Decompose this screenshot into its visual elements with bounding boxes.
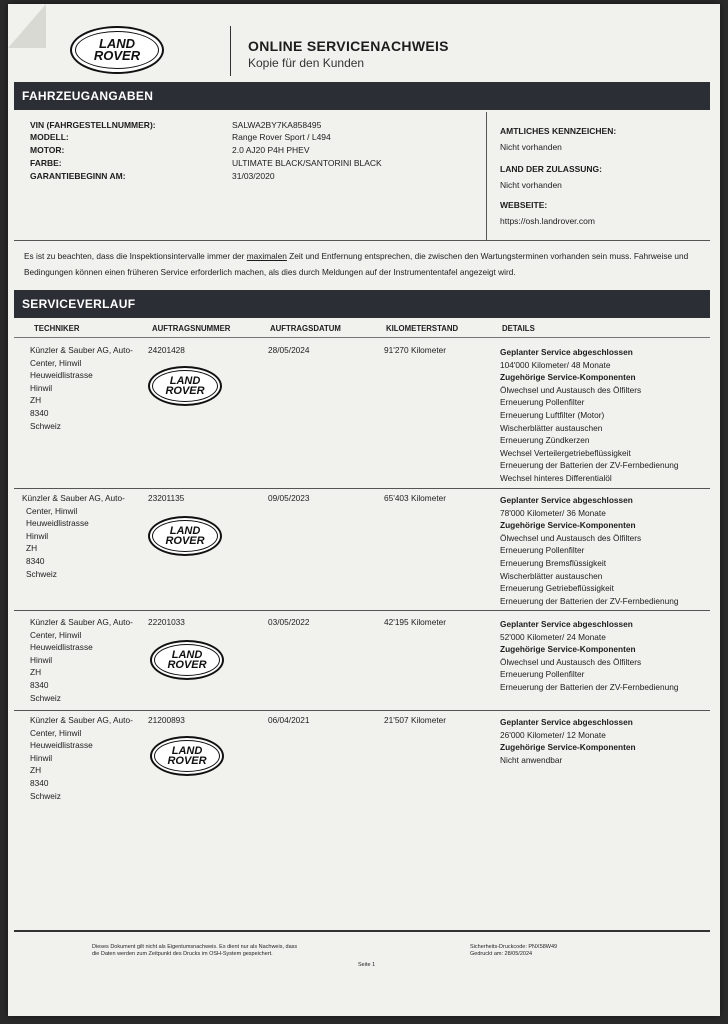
service-interval: 104'000 Kilometer/ 48 Monate [500, 359, 611, 370]
logo-line-land: LAND [171, 648, 203, 661]
document-subtitle: Kopie für den Kunden [248, 56, 365, 70]
technician-line: 8340 [30, 407, 49, 418]
disclaimer-line: Dieses Dokument gilt nicht als Eigentumsnachweis. Es dient nur als Nachweis, dass [92, 944, 298, 950]
vin-label: VIN (FAHRGESTELLNUMMER): [30, 120, 156, 130]
warranty-start-value: 31/03/2020 [232, 171, 275, 181]
mileage-cell: 42'195 Kilometer [384, 617, 447, 627]
engine-label: MOTOR: [30, 145, 65, 155]
logo-line-rover: ROVER [167, 659, 207, 671]
logo-line-land: LAND [98, 35, 136, 51]
logo-line-land: LAND [169, 524, 201, 537]
service-title: Geplanter Service abgeschlossen [500, 717, 633, 727]
component-item: Erneuerung Pollenfilter [500, 545, 585, 556]
land-rover-logo [150, 736, 224, 776]
technician-line: Schweiz [30, 420, 61, 431]
details-cell [500, 618, 710, 694]
order-date-cell: 06/04/2021 [268, 715, 310, 725]
table-header-line [14, 337, 710, 338]
document-page [8, 4, 720, 1016]
technician-line: Heuweidlistrasse [30, 370, 93, 381]
technician-line: Künzler & Sauber AG, Auto- [30, 617, 133, 627]
components-title: Zugehörige Service-Komponenten [500, 372, 636, 383]
column-header-mileage: KILOMETERSTAND [386, 324, 459, 333]
technician-line: Hinwil [30, 382, 53, 393]
details-cell [500, 346, 710, 485]
order-date-cell: 09/05/2023 [268, 493, 310, 503]
component-item: Erneuerung Pollenfilter [500, 669, 585, 680]
mileage-cell: 91'270 Kilometer [384, 345, 447, 355]
disclaimer-line: die Daten werden zum Zeitpunkt des Drucks im OSH-System gespeichert. [92, 951, 273, 957]
technician-line: 8340 [26, 555, 45, 566]
vehicle-column-divider [486, 112, 487, 240]
technician-line: Heuweidlistrasse [26, 518, 89, 529]
technician-line: ZH [30, 395, 42, 406]
technician-line: Heuweidlistrasse [30, 642, 93, 653]
component-item: Erneuerung Luftfilter (Motor) [500, 409, 605, 420]
warranty-start-label: GARANTIEBEGINN AM: [30, 171, 126, 181]
technician-line: Center, Hinwil [30, 629, 82, 640]
engine-value: 2.0 AJ20 P4H PHEV [232, 145, 310, 155]
order-number-cell: 21200893 [148, 715, 185, 725]
details-cell [500, 494, 710, 607]
technician-line: Schweiz [30, 692, 61, 703]
order-date-cell: 03/05/2022 [268, 617, 310, 627]
component-item: Erneuerung der Batterien der ZV-Fernbedienung [500, 595, 679, 606]
service-interval: 78'000 Kilometer/ 36 Monate [500, 507, 606, 518]
technician-cell [30, 616, 148, 704]
row-separator [14, 710, 710, 711]
component-item: Erneuerung der Batterien der ZV-Fernbedienung [500, 681, 679, 692]
security-code: Sicherheits-Druckcode: PNX58W49 [470, 944, 558, 950]
technician-line: 8340 [30, 679, 49, 690]
order-number-cell: 23201135 [148, 493, 185, 503]
technician-line: Hinwil [30, 752, 53, 763]
logo-line-rover: ROVER [165, 535, 205, 547]
note-underlined: maximalen [246, 251, 287, 261]
service-title: Geplanter Service abgeschlossen [500, 347, 633, 357]
component-item: Erneuerung Zündkerzen [500, 435, 590, 446]
logo-line-rover: ROVER [93, 48, 141, 63]
technician-line: Hinwil [26, 530, 49, 541]
technician-line: 8340 [30, 777, 49, 788]
footer-print-info [470, 944, 670, 958]
model-value: Range Rover Sport / L494 [232, 132, 331, 142]
website-value: https://osh.landrover.com [500, 216, 595, 226]
inspection-note [24, 248, 714, 280]
mileage-cell: 21'507 Kilometer [384, 715, 447, 725]
technician-line: Heuweidlistrasse [30, 740, 93, 751]
column-header-technician: TECHNIKER [34, 324, 80, 333]
folded-corner [8, 4, 46, 48]
logo-line-rover: ROVER [165, 385, 205, 397]
component-item: Wischerblätter austauschen [500, 570, 603, 581]
component-item: Ölwechsel und Austausch des Ölfilters [500, 532, 642, 543]
component-item: Ölwechsel und Austausch des Ölfilters [500, 384, 642, 395]
order-date-cell: 28/05/2024 [268, 345, 310, 355]
component-item: Erneuerung der Batterien der ZV-Fernbedienung [500, 460, 679, 471]
mileage-cell: 65'403 Kilometer [384, 493, 447, 503]
details-cell [500, 716, 710, 766]
technician-line: Künzler & Sauber AG, Auto- [22, 493, 125, 503]
vin-value: SALWA2BY7KA858495 [232, 120, 322, 130]
logo-line-land: LAND [169, 374, 201, 387]
land-rover-logo [150, 640, 224, 680]
registration-country-label: LAND DER ZULASSUNG: [500, 164, 602, 174]
component-item: Wischerblätter austauschen [500, 422, 603, 433]
column-header-order-date: AUFTRAGSDATUM [270, 324, 341, 333]
component-item: Wechsel hinteres Differentialöl [500, 472, 612, 483]
row-separator [14, 610, 710, 611]
technician-cell [30, 344, 148, 432]
note-part2: Zeit und Entfernung entsprechen, die zwischen den Wartungsterminen vorhanden sein muss. Fahrweise und Bedingungen können einen früheren Service erforderlich machen, als dies durch Meldungen auf der Instrumententafel angezeigt wird. [24, 251, 689, 277]
land-rover-logo [148, 366, 222, 406]
model-label: MODELL: [30, 132, 69, 142]
order-number-cell: 24201428 [148, 345, 185, 355]
components-title: Zugehörige Service-Komponenten [500, 520, 636, 531]
technician-line: ZH [30, 765, 42, 776]
service-history-section-title: SERVICEVERLAUF [14, 290, 710, 318]
component-item: Erneuerung Pollenfilter [500, 397, 585, 408]
registration-country-value: Nicht vorhanden [500, 180, 562, 190]
technician-line: Künzler & Sauber AG, Auto- [30, 715, 133, 725]
technician-line: Künzler & Sauber AG, Auto- [30, 345, 133, 355]
header-divider [230, 26, 231, 76]
service-title: Geplanter Service abgeschlossen [500, 619, 633, 629]
column-header-order-number: AUFTRAGSNUMMER [152, 324, 231, 333]
color-label: FARBE: [30, 158, 62, 168]
order-number-cell: 22201033 [148, 617, 185, 627]
technician-line: ZH [30, 667, 42, 678]
footer-disclaimer [92, 944, 352, 958]
technician-line: Center, Hinwil [26, 505, 78, 516]
technician-line: Center, Hinwil [30, 357, 82, 368]
component-item: Erneuerung Bremsflüssigkeit [500, 557, 607, 568]
license-plate-label: AMTLICHES KENNZEICHEN: [500, 126, 617, 136]
document-title: ONLINE SERVICENACHWEIS [248, 38, 449, 54]
vehicle-section-title: FAHRZEUGANGABEN [14, 82, 710, 110]
service-interval: 52'000 Kilometer/ 24 Monate [500, 631, 606, 642]
technician-cell [30, 714, 148, 802]
logo-line-land: LAND [171, 744, 203, 757]
color-value: ULTIMATE BLACK/SANTORINI BLACK [232, 158, 382, 168]
page-number: Seite 1 [358, 962, 376, 968]
license-plate-value: Nicht vorhanden [500, 142, 562, 152]
column-header-details: DETAILS [502, 324, 535, 333]
note-part1: Es ist zu beachten, dass die Inspektionsintervalle immer der [24, 251, 247, 261]
component-item: Erneuerung Getriebeflüssigkeit [500, 583, 614, 594]
component-item: Wechsel Verteilergetriebeflüssigkeit [500, 447, 631, 458]
technician-line: Hinwil [30, 654, 53, 665]
land-rover-logo [70, 26, 164, 74]
row-separator [14, 488, 710, 489]
service-interval: 26'000 Kilometer/ 12 Monate [500, 729, 606, 740]
technician-line: Schweiz [26, 568, 57, 579]
technician-cell [22, 492, 150, 580]
land-rover-logo [148, 516, 222, 556]
service-title: Geplanter Service abgeschlossen [500, 495, 633, 505]
printed-date: Gedruckt am: 28/05/2024 [470, 951, 533, 957]
technician-line: Schweiz [30, 790, 61, 801]
website-label: WEBSEITE: [500, 200, 548, 210]
component-item: Ölwechsel und Austausch des Ölfilters [500, 656, 642, 667]
technician-line: ZH [26, 543, 38, 554]
component-item: Nicht anwendbar [500, 754, 563, 765]
technician-line: Center, Hinwil [30, 727, 82, 738]
footer-line [14, 930, 710, 932]
components-title: Zugehörige Service-Komponenten [500, 742, 636, 753]
components-title: Zugehörige Service-Komponenten [500, 644, 636, 655]
logo-line-rover: ROVER [167, 755, 207, 767]
